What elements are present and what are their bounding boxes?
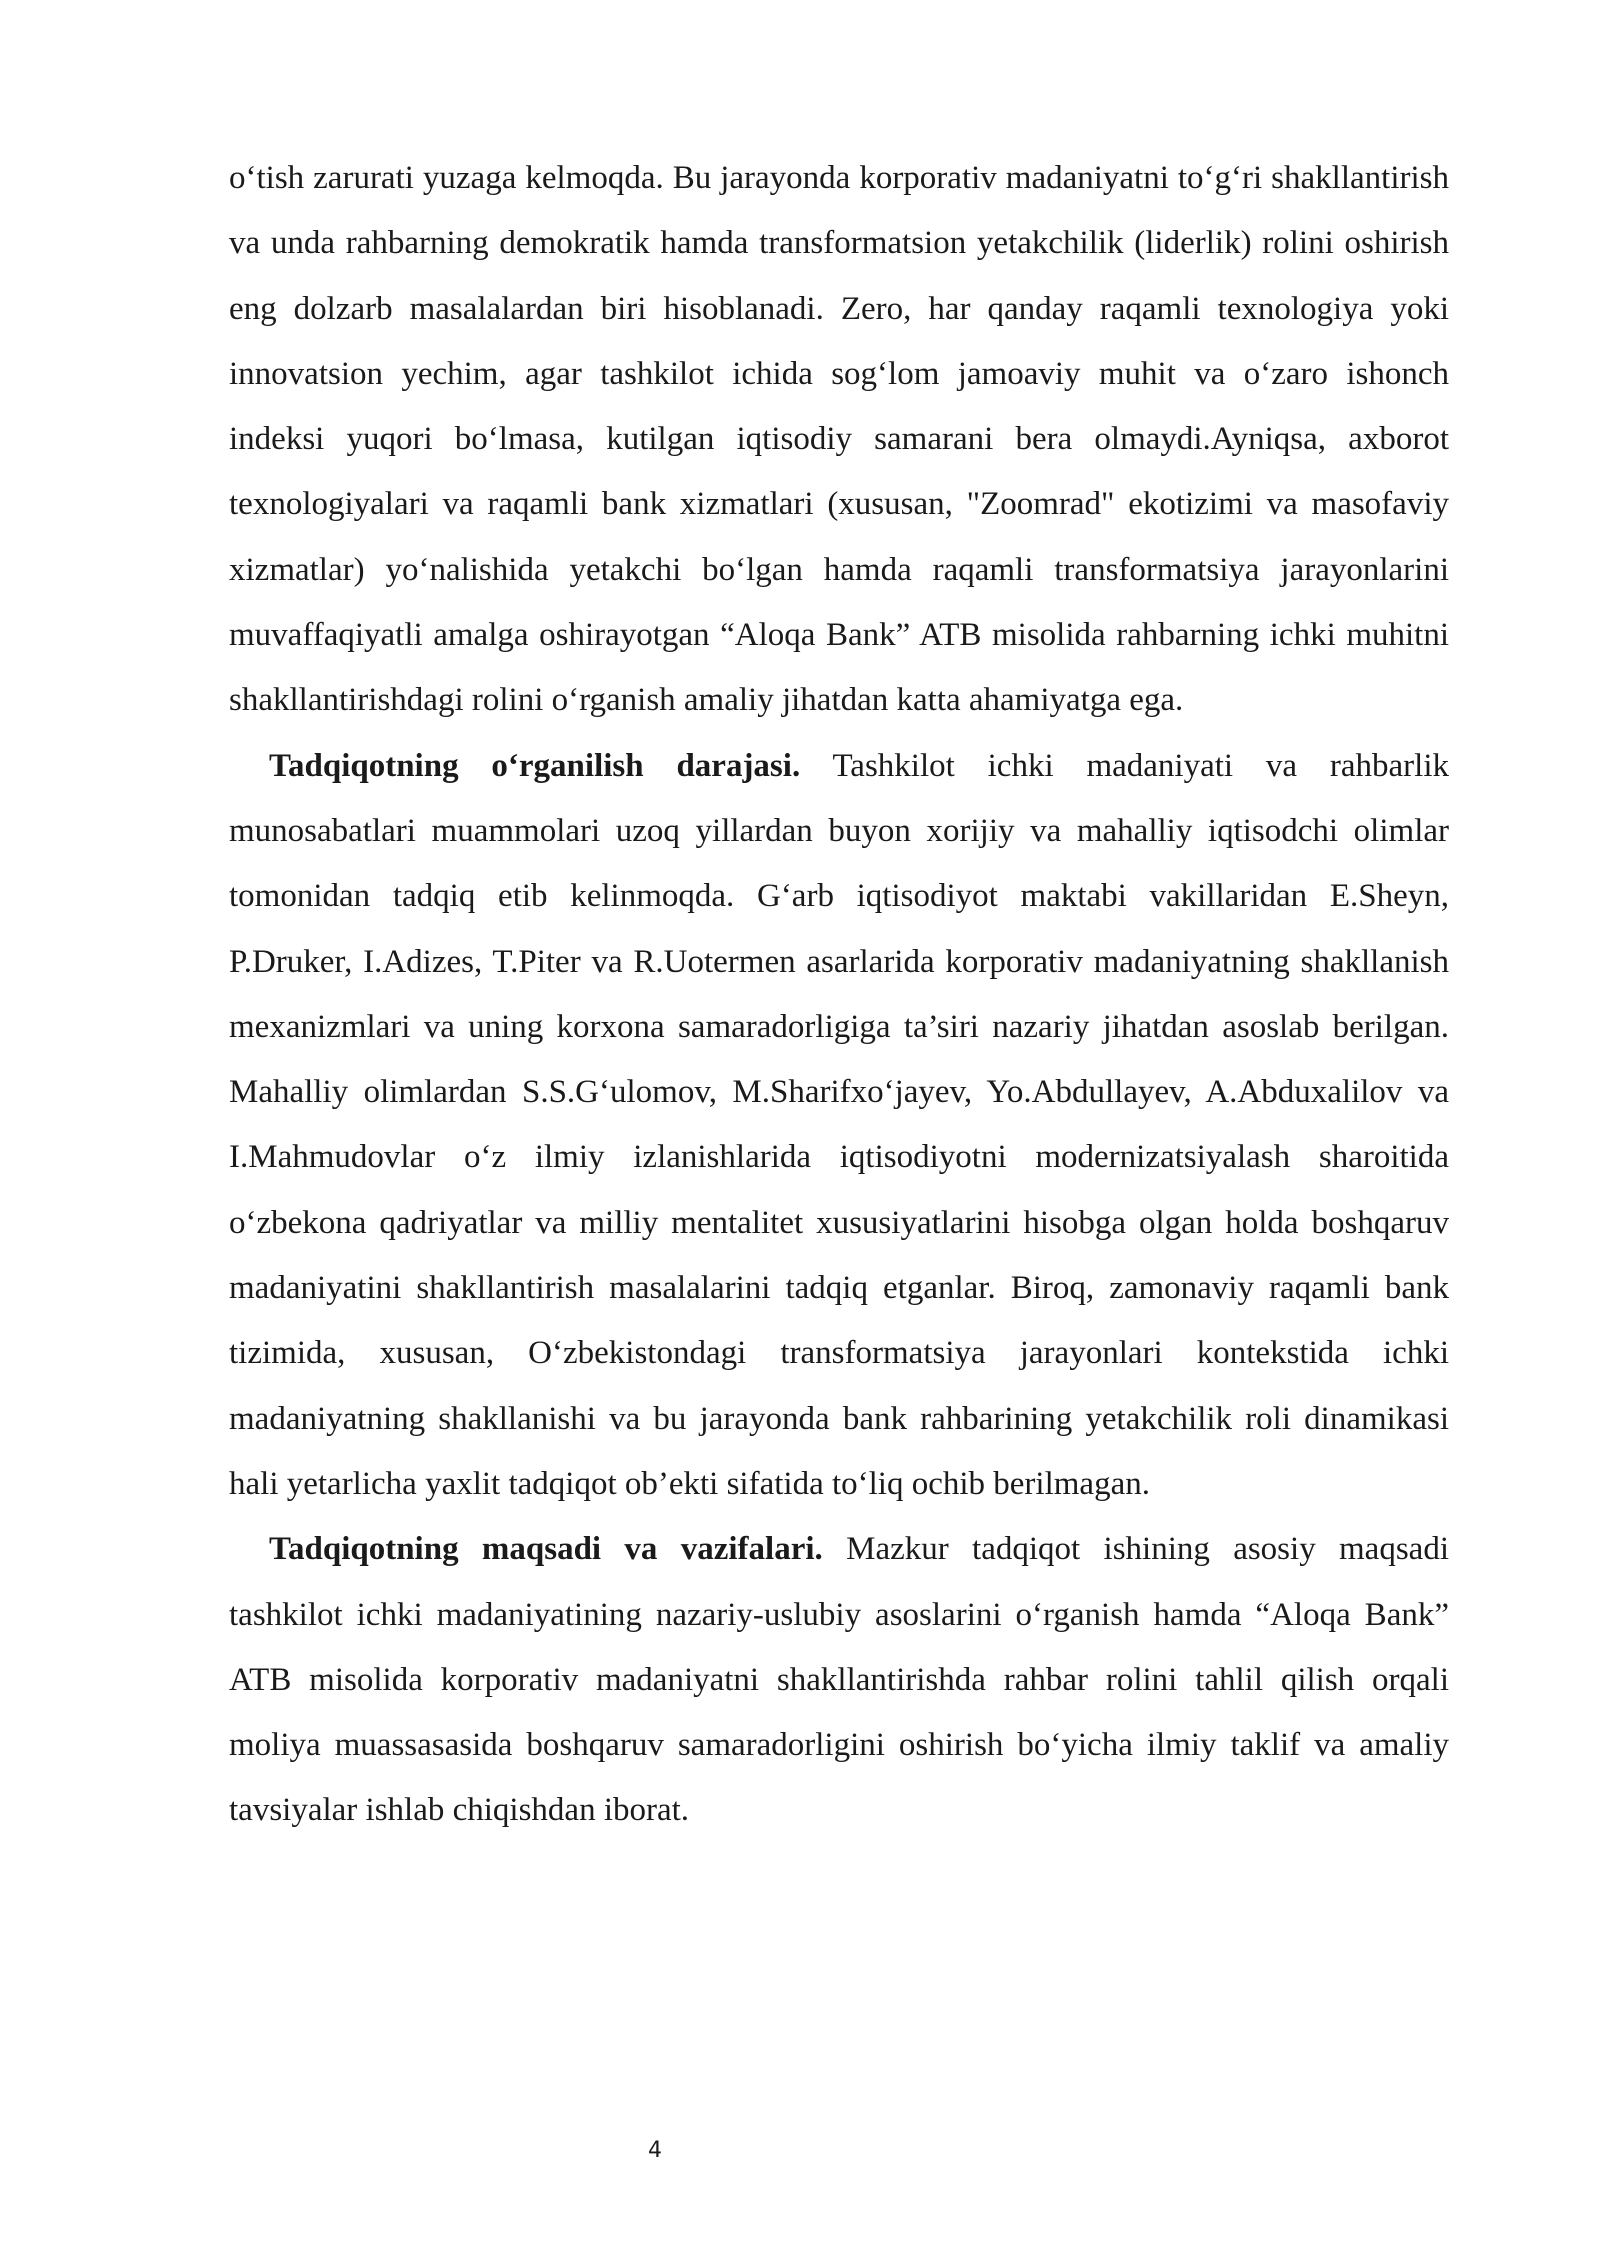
section-heading-research-level: Tadqiqotning o‘rganilish darajasi.: [269, 747, 801, 784]
page-number: 4: [648, 2138, 662, 2163]
paragraph-text: Tashkilot ichki madaniyati va rahbarlik munosabatlari muammolari uzoq yillardan buyon xorijiy va mahalliy iqtisodchi olimlar tomonidan tadqiq etib kelinmoqda. G‘arb iqtisodiyot maktabi vakillaridan E.Sheyn, P.Druker, I.Adizes, T.Piter va R.Uotermen asarlarida korporativ madaniyatning shakllanish mexanizmlari va uning korxona samaradorligiga ta’siri nazariy jihatdan asoslab berilgan. Mahalliy olimlardan S.S.G‘ulomov, M.Sharifxo‘jayev, Yo.Abdullayev, A.Abduxalilov va I.Mahmudovlar o‘z ilmiy izlanishlarida iqtisodiyotni modernizatsiyalash sharoitida o‘zbekona qadriyatlar va milliy mentalitet xususiyatlarini hisobga olgan holda boshqaruv madaniyatini shakllantirish masalalarini tadqiq etganlar. Biroq, zamonaviy raqamli bank tizimida, xususan, O‘zbekistondagi transformatsiya jarayonlari kontekstida ichki madaniyatning shakllanishi va bu jarayonda bank rahbarining yetakchilik roli dinamikasi hali yetarlicha yaxlit tadqiqot ob’ekti sifatida to‘liq ochib berilmagan.: [229, 747, 1450, 1502]
paragraph-intro-continuation: [229, 146, 1449, 734]
paragraph-text: o‘tish zarurati yuzaga kelmoqda. Bu jarayonda korporativ madaniyatni to‘g‘ri shakllantirish va unda rahbarning demokratik hamda transformatsion yetakchilik (liderlik) rolini oshirish eng dolzarb masalalardan biri hisoblanadi. Zero, har qanday raqamli texnologiya yoki innovatsion yechim, agar tashkilot ichida sog‘lom jamoaviy muhit va o‘zaro ishonch indeksi yuqori bo‘lmasa, kutilgan iqtisodiy samarani bera olmaydi.Ayniqsa, axborot texnologiyalari va raqamli bank xizmatlari (xususan, "Zoomrad" ekotizimi va masofaviy xizmatlar) yo‘nalishida yetakchi bo‘lgan hamda raqamli transformatsiya jarayonlarini muvaffaqiyatli amalga oshirayotgan “Aloqa Bank” ATB misolida rahbarning ichki muhitni shakllantirishdagi rolini o‘rganish amaliy jihatdan katta ahamiyatga ega.: [229, 160, 1449, 719]
section-heading-goals: Tadqiqotning maqsadi va vazifalari.: [269, 1531, 823, 1568]
document-body: [229, 146, 1449, 1844]
paragraph-research-level: [229, 734, 1449, 1518]
paragraph-goals: [229, 1517, 1449, 1843]
paragraph-text: Mazkur tadqiqot ishining asosiy maqsadi tashkilot ichki madaniyatining nazariy-uslubiy asoslarini o‘rganish hamda “Aloqa Bank” ATB misolida korporativ madaniyatni shakllantirishda rahbar rolini tahlil qilish orqali moliya muassasasida boshqaruv samaradorligini oshirish bo‘yicha ilmiy taklif va amaliy tavsiyalar ishlab chiqishdan iborat.: [229, 1531, 1449, 1829]
